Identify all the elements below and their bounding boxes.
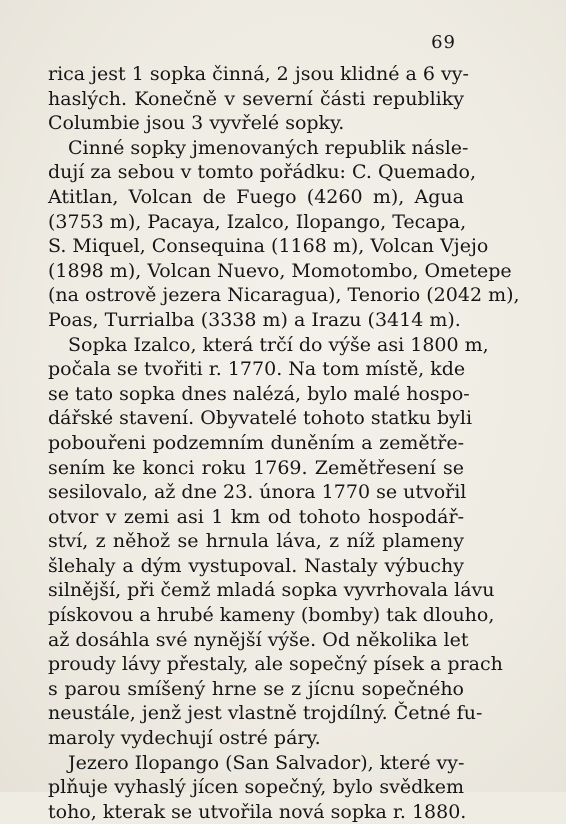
text-line: šlehaly a dým vystupoval. Nastaly výbuchy — [48, 554, 464, 577]
text-line: haslých. Konečně v severní části republiky — [48, 87, 464, 110]
text-line: Jezero Ilopango (San Salvador), které vy- — [68, 751, 465, 774]
text-line: s parou smíšený hrne se z jícnu sopečného — [48, 677, 464, 700]
text-line: pobouřeni podzemním duněním a zemětře- — [48, 431, 464, 454]
text-line: dářské stavení. Obyvatelé tohoto statku byli — [48, 407, 473, 430]
text-line: otvor v zemi asi 1 km od tohoto hospodář- — [48, 505, 464, 528]
text-line: S. Miquel, Consequina (1168 m), Volcan Vjejo — [48, 235, 489, 258]
text-line: dují za sebou v tomto pořádku: C. Quemado, — [48, 161, 476, 184]
text-line: sesilovalo, až dne 23. února 1770 se utvořil — [48, 481, 467, 504]
text-line: až dosáhla své nynější výše. Od několika let — [48, 628, 469, 651]
text-line: Cinné sopky jmenovaných republik násle- — [68, 136, 469, 159]
text-line: plňuje vyhaslý jícen sopečný, bylo svědkem — [48, 776, 464, 799]
text-line: ství, z něhož se hrnula láva, z níž plameny — [48, 530, 464, 553]
text-line: Sopka Izalco, která trčí do výše asi 1800 m, — [68, 333, 489, 356]
text-line: sením ke konci roku 1769. Zemětřesení se — [48, 456, 464, 479]
text-line: (3753 m), Pacaya, Izalco, Ilopango, Tecapa, — [48, 210, 467, 233]
text-line: rica jest 1 sopka činná, 2 jsou klidné a 6 vy- — [48, 63, 469, 85]
text-line: proudy lávy přestaly, ale sopečný písek a prach — [48, 653, 503, 676]
text-line: pískovou a hrubé kameny (bomby) tak dlouho, — [48, 604, 495, 627]
text-line: (1898 m), Volcan Nuevo, Momotombo, Ometepe — [48, 259, 512, 282]
body-text — [48, 62, 520, 824]
text-line: Columbie jsou 3 vyvřelé sopky. — [48, 112, 345, 135]
text-line: Poas, Turrialba (3338 m) a Irazu (3414 m). — [48, 308, 461, 331]
text-line: silnější, při čemž mladá sopka vyvrhovala lávu — [48, 579, 495, 602]
text-line: Atitlan, Volcan de Fuego (4260 m), Agua — [48, 185, 464, 208]
text-line: toho, kterak se utvořila nová sopka r. 1880. — [48, 800, 467, 823]
text-line: počala se tvořiti r. 1770. Na tom místě, kde — [48, 358, 466, 381]
text-line: neustále, jenž jest vlastně trojdílný. Četné fu- — [48, 702, 483, 725]
text-line: se tato sopka dnes nalézá, bylo malé hospo- — [48, 382, 470, 405]
text-line: (na ostrově jezera Nicaragua), Tenorio (2042 m), — [48, 284, 520, 307]
page-number: 69 — [431, 32, 456, 53]
text-line: maroly vydechují ostré páry. — [48, 727, 321, 750]
